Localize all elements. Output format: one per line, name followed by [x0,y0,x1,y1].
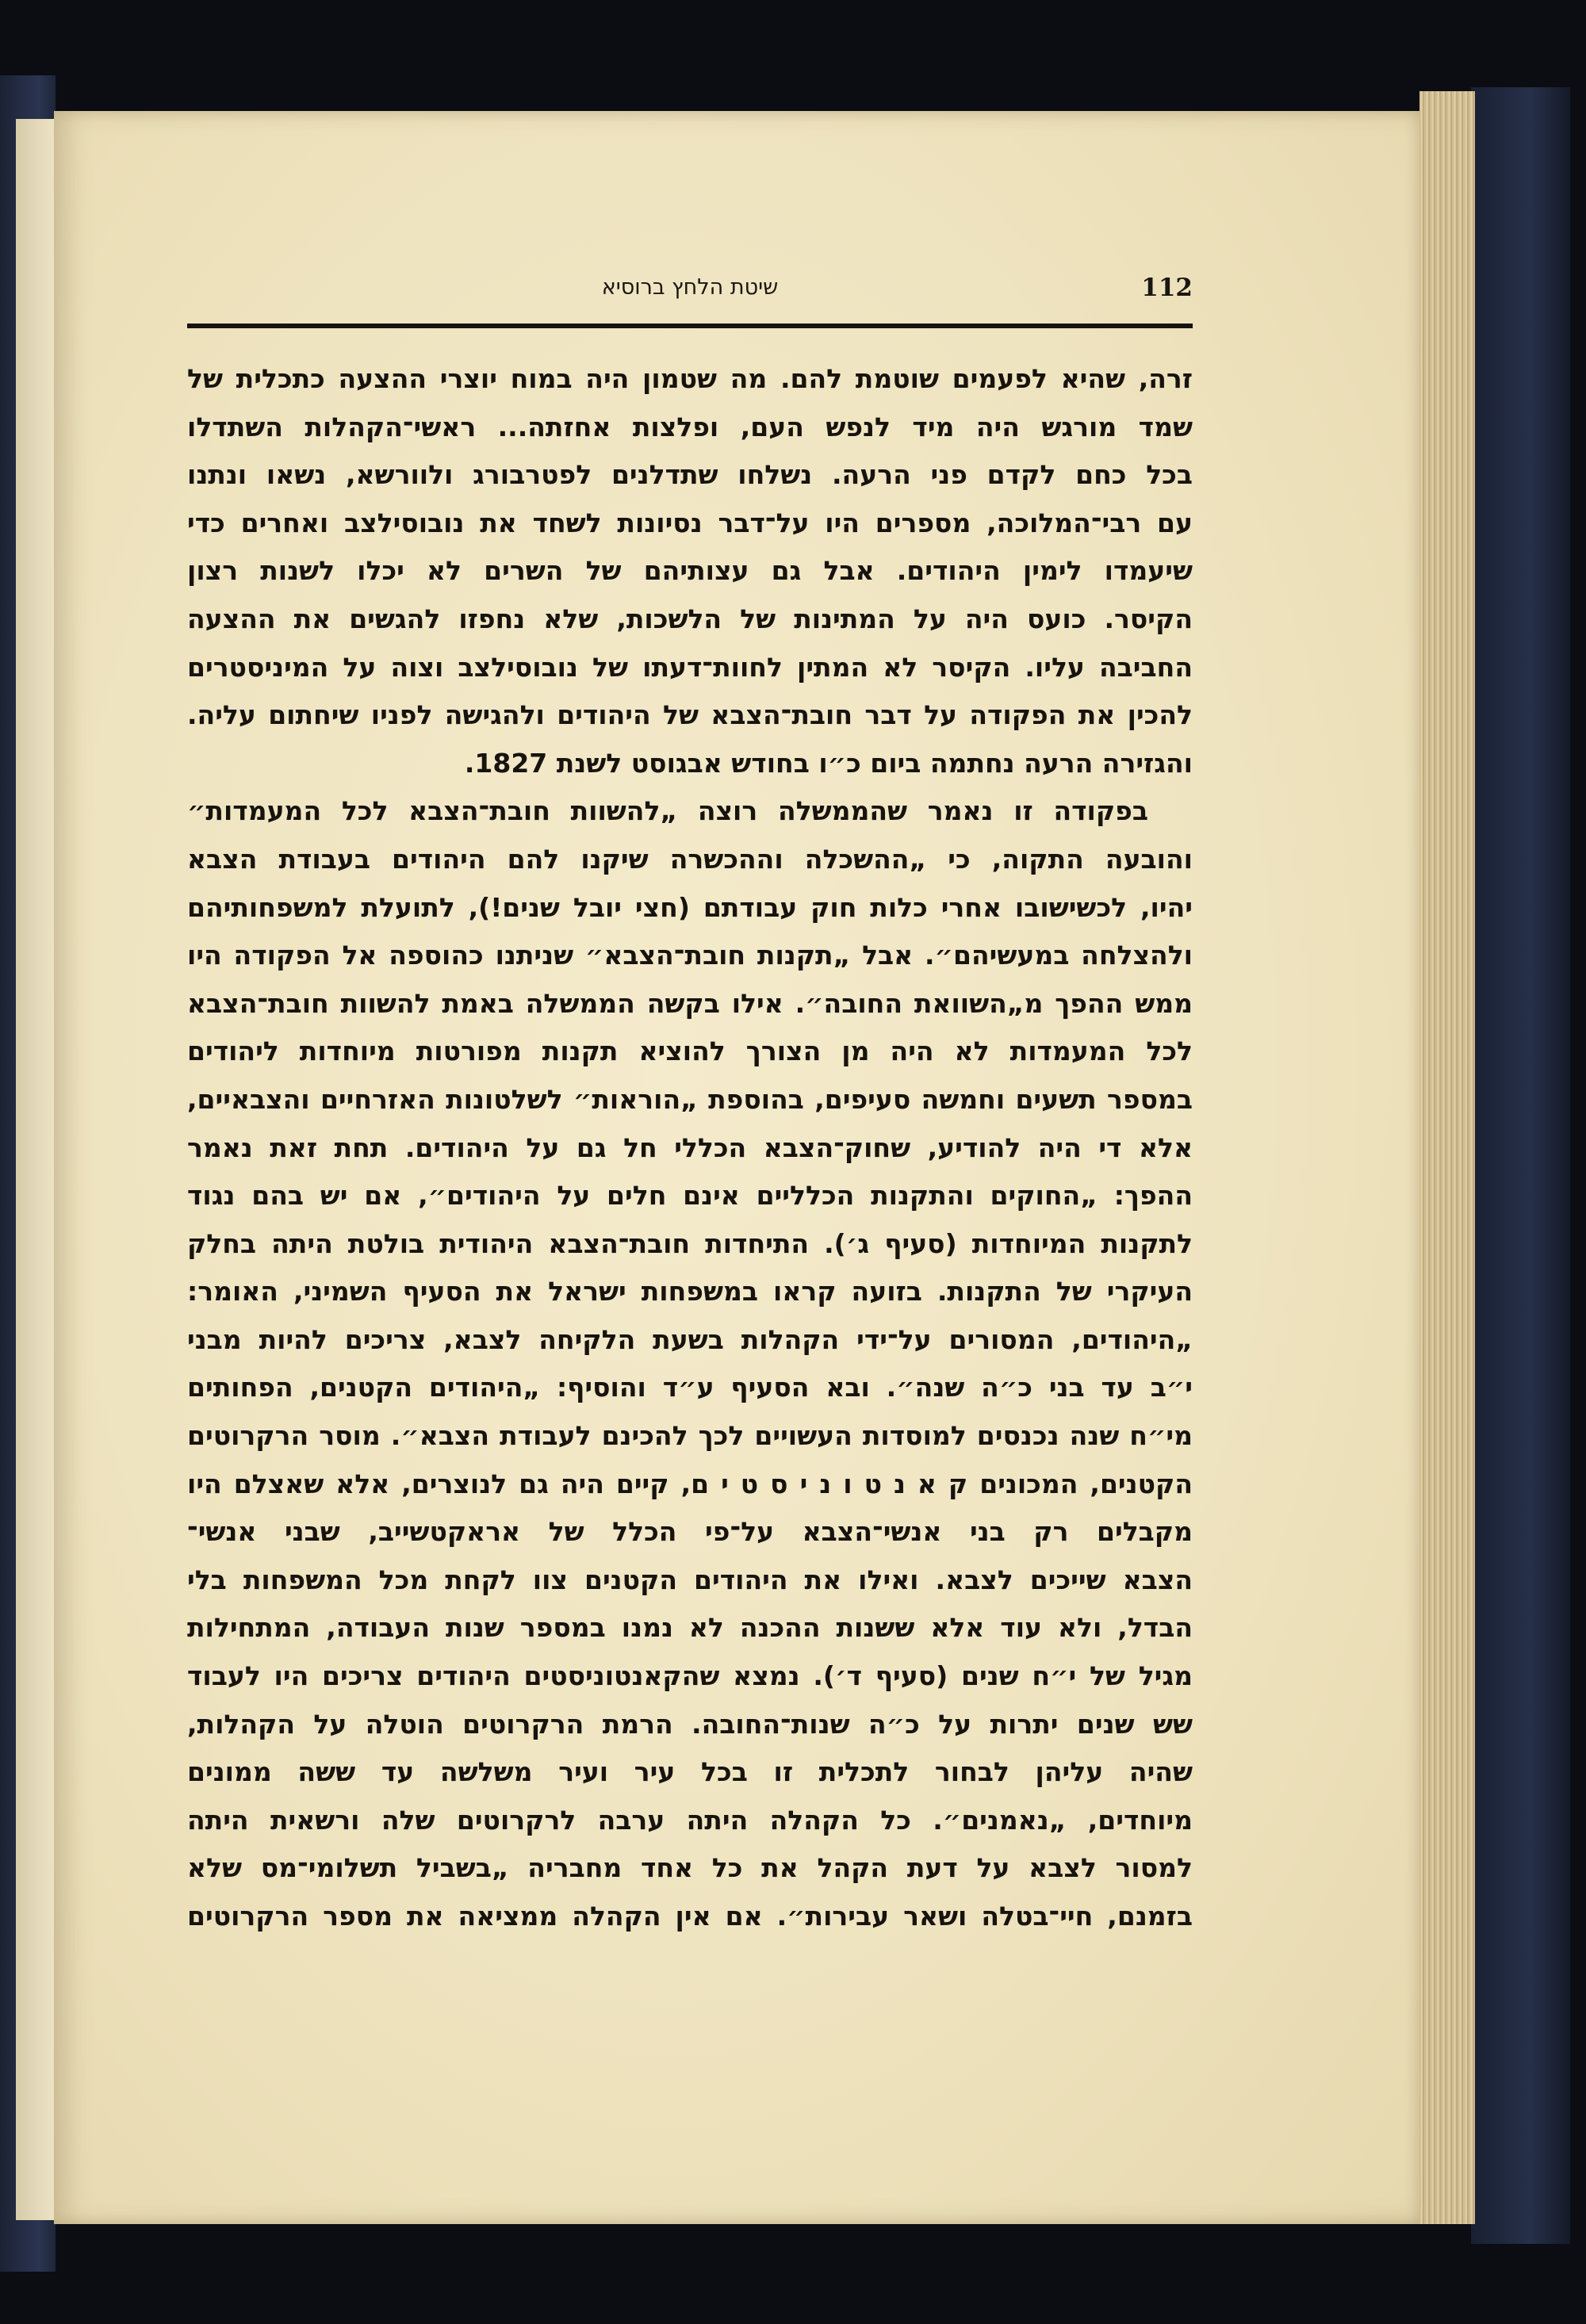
text-line: בזמנם, חיי־בטלה ושאר עבירות״. אם אין הקהלה ממציאה את מספר הרקרוטים [187,1901,1193,1932]
text-line: עם רבי־המלוכה, מספרים היו על־דבר נסיונות לשחד את נובוסילצב ואחרים כדי [187,507,1193,538]
text-line: למסור לצבא על דעת הקהל את כל אחד מחבריה „בשביל תשלומי־מס שלא [187,1852,1193,1884]
text-line: ההפך: „החוקים והתקנות הכלליים אינם חלים על היהודים״, אם יש בהם נגוד [187,1180,1193,1212]
text-line: בכל כחם לקדם פני הרעה. נשלחו שתדלנים לפטרבורג ולוורשא, נשאו ונתנו [187,459,1193,491]
text-line: מיוחדים, „נאמנים״. כל הקהלה היתה ערבה לרקרוטים שלה ורשאית היתה [187,1804,1193,1836]
text-line: ממש ההפך מ„השוואת החובה״. אילו בקשה הממשלה באמת להשוות חובת־הצבא [187,987,1193,1019]
page-number: 112 [1141,274,1193,302]
page-edges [1419,91,1475,2224]
running-head: שיטת הלחץ ברוסיא [601,275,779,300]
text-line: שיעמדו לימין היהודים. אבל גם עצותיהם של השרים לא יכלו לשנות רצון [187,555,1193,587]
text-line: שמד מורגש היה מיד לנפש העם, ופלצות אחזתה... ראשי־הקהלות השתדלו [187,411,1193,442]
text-line: והגזירה הרעה נחתמה ביום כ״ו בחודש אבגוסט לשנת 1827. [464,747,1193,779]
text-line: העיקרי של התקנות. בזועה קראו במשפחות ישראל את הסעיף השמיני, האומר: [187,1276,1193,1307]
text-line: אלא די היה להודיע, שחוק־הצבא הכללי חל גם על היהודים. תחת זאת נאמר [187,1131,1193,1163]
text-line: שהיה עליהן לבחור לתכלית זו בכל עיר ועיר משלשה עד ששה ממונים [187,1756,1193,1788]
text-line: במספר תשעים וחמשה סעיפים, בהוספת „הוראות״ לשלטונות האזרחיים והצבאיים, [187,1083,1193,1115]
text-line: בפקודה זו נאמר שהממשלה רוצה „להשוות חובת־הצבא לכל המעמדות״ [187,795,1148,827]
text-line: מקבלים רק בני אנשי־הצבא על־פי הכלל של אראקטשייב, שבני אנשי־ [187,1516,1193,1548]
page-header [187,274,1193,318]
text-line: הקיסר. כועס היה על המתינות של הלשכות, שלא נחפזו להגשים את ההצעה [187,603,1193,634]
body-text [187,355,1193,1941]
previous-page-edge [16,119,54,2220]
text-line: לתקנות המיוחדות (סעיף ג׳). התיחדות חובת־הצבא היהודית בולטת היתה בחלק [187,1227,1193,1259]
header-rule [187,324,1193,328]
text-line: הבדל, ולא עוד אלא ששנות ההכנה לא נמנו במספר שנות העבודה, המתחילות [187,1612,1193,1644]
text-line: מי״ח שנה נכנסים למוסדות העשויים לכך להכינם לעבודת הצבא״. מוסר הרקרוטים [187,1420,1193,1452]
text-line: זרה, שהיא לפעמים שוטמת להם. מה שטמון היה במוח יוצרי ההצעה כתכלית של [187,363,1193,394]
text-line: לכל המעמדות לא היה מן הצורך להוציא תקנות מפורטות מיוחדות ליהודים [187,1036,1193,1067]
text-line: יהיו, לכשישובו אחרי כלות חוק עבודתם (חצי יובל שנים!), לתועלת למשפחותיהם [187,891,1193,923]
book-cover-right [1471,87,1570,2244]
text-line: הצבא שייכים לצבא. ואילו את היהודים הקטנים צוו לקחת מכל המשפחות בלי [187,1564,1193,1595]
text-line: ולהצלחה במעשיהם״. אבל „תקנות חובת־הצבא״ שניתנו כהוספה אל הפקודה היו [187,940,1193,971]
text-line: י״ב עד בני כ״ה שנה״. ובא הסעיף ע״ד והוסיף: „היהודים הקטנים, הפחותים [187,1372,1193,1403]
text-line: מגיל של י״ח שנים (סעיף ד׳). נמצא שהקאנטוניסטים היהודים צריכים היו לעבוד [187,1660,1193,1692]
text-line: שש שנים יתרות על כ״ה שנות־החובה. הרמת הרקרוטים הוטלה על הקהלות, [187,1708,1193,1740]
text-line: להכין את הפקודה על דבר חובת־הצבא של היהודים ולהגישה לפניו שיחתום עליה. [187,699,1193,731]
text-line: החביבה עליו. הקיסר לא המתין לחוות־דעתו של נובוסילצב וצוה על המיניסטרים [187,651,1193,683]
text-line: והובעה התקוה, כי „ההשכלה וההכשרה שיקנו להם היהודים בעבודת הצבא [187,843,1193,875]
text-line: „היהודים, המסורים על־ידי הקהלות בשעת הלקיחה לצבא, צריכים להיות מבני [187,1323,1193,1355]
text-line: הקטנים, המכונים ק א נ ט ו נ י ס ט י ם, קיים היה גם לנוצרים, אלא שאצלם היו [187,1468,1193,1499]
